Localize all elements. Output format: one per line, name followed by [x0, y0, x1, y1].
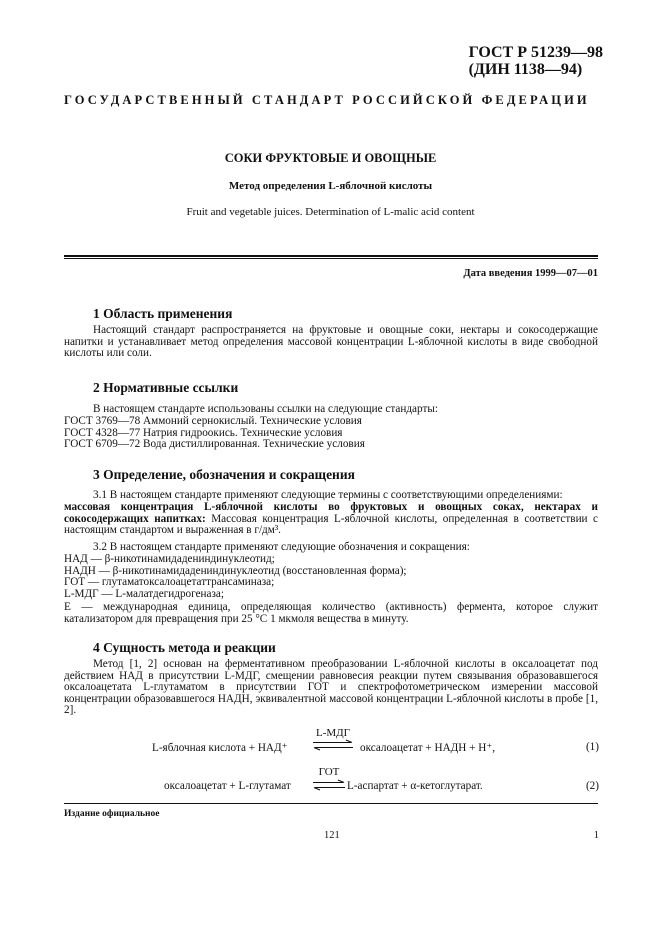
- equation-1-right: оксалоацетат + НАДН + Н⁺,: [360, 742, 496, 754]
- equation-1-number: (1): [585, 741, 599, 753]
- section-3-heading: 3 Определение, обозначения и сокращения: [93, 467, 355, 482]
- page-number: 121: [324, 830, 340, 841]
- section-2-intro: В настоящем стандарте использованы ссылки на следующие стандарты:: [93, 403, 438, 415]
- section-1-text: Настоящий стандарт распространяется на фруктовые и овощные соки, нектары и сокосодержащие напитки и устанавливает метод определения массовой концентрации L-яблочной кислоты в виде свободной кислоты или соли.: [64, 324, 598, 360]
- equilibrium-arrow-icon: [311, 779, 347, 791]
- document-title: СОКИ ФРУКТОВЫЕ И ОВОЩНЫЕ: [224, 151, 437, 165]
- reference-item: ГОСТ 3769—78 Аммоний сернокислый. Технические условия: [64, 415, 362, 427]
- section-4-heading: 4 Сущность метода и реакции: [93, 640, 276, 655]
- section-1-heading: 1 Область применения: [93, 306, 233, 321]
- unit-definition: Е — международная единица, определяющая количество (активность) фермента, которое служит катализатором для превращения при 25 °С 1 мкмоля вещества в минуту.: [64, 601, 598, 625]
- state-standard-header: ГОСУДАРСТВЕННЫЙ СТАНДАРТ РОССИЙСКОЙ ФЕДЕРАЦИИ: [64, 93, 590, 107]
- english-title: Fruit and vegetable juices. Determination of L-malic acid content: [186, 206, 475, 218]
- reference-item: ГОСТ 6709—72 Вода дистиллированная. Технические условия: [64, 438, 365, 451]
- section-4-text: Метод [1, 2] основан на ферментативном преобразовании L-яблочной кислоты в оксалоацетат под действием НАД в присутствии L-МДГ, смещении равновесия реакции путем связывания образовавшегося оксалоацетата L-глутаматом в присутствии ГОТ и спектрофотометрическом измерении массовой концентрации образовавшегося НАДН, эквивалентной массовой концентрации L-яблочной кислоты в пробе [1, 2].: [64, 658, 598, 717]
- abbreviation-item: НАД — β-никотинамидадениндинуклеотид;: [64, 553, 275, 565]
- section-2-heading: 2 Нормативные ссылки: [93, 380, 239, 395]
- equilibrium-arrow-icon: [311, 739, 355, 751]
- references-list: [64, 416, 598, 451]
- reference-item: ГОСТ 4328—77 Натрия гидроокись. Технические условия: [64, 426, 343, 439]
- equation-1-enzyme: L-МДГ: [315, 727, 351, 739]
- abbreviations-list: [64, 554, 598, 600]
- term-definition: [64, 502, 598, 537]
- abbreviation-item: L-МДГ — L-малатдегидрогеназа;: [64, 587, 224, 600]
- official-edition-label: Издание официальное: [64, 809, 160, 819]
- introduction-date: Дата введения 1999—07—01: [463, 268, 598, 279]
- equation-2-left: оксалоацетат + L-глутамат: [164, 780, 291, 792]
- clause-3-1: 3.1 В настоящем стандарте применяют следующие термины с соответствующими определениями:: [93, 489, 563, 501]
- equation-1-left: L-яблочная кислота + НАД⁺: [152, 742, 288, 754]
- footer-divider: [64, 803, 598, 804]
- equation-2-right: L-аспартат + α-кетоглутарат.: [347, 780, 483, 792]
- doc-number: ГОСТ Р 51239—98: [468, 44, 603, 61]
- abbreviation-item: НАДН — β-никотинамидадениндинуклеотид (восстановленная форма);: [64, 564, 407, 577]
- doc-din-number: (ДИН 1138—94): [468, 61, 583, 78]
- abbreviation-item: ГОТ — глутаматоксалоацетаттрансаминаза;: [64, 576, 275, 589]
- divider-thin: [64, 258, 598, 259]
- term-text: Массовая концентрация L-яблочной кислоты, определенная в соответствии с настоящим стандартом и выраженная в г/дм³.: [64, 512, 599, 537]
- clause-3-2: 3.2 В настоящем стандарте применяют следующие обозначения и сокращения:: [93, 541, 470, 553]
- document-subtitle: Метод определения L-яблочной кислоты: [228, 180, 433, 192]
- document-id: [469, 44, 603, 78]
- sheet-number: 1: [593, 830, 599, 841]
- term: массовая концентрация L-яблочной кислоты во фруктовых и овощных соках, нектарах и сокосодержащих напитках:: [64, 501, 598, 525]
- equation-2-enzyme: ГОТ: [318, 766, 340, 778]
- equation-2-number: (2): [585, 780, 599, 792]
- divider-thick: [64, 255, 598, 257]
